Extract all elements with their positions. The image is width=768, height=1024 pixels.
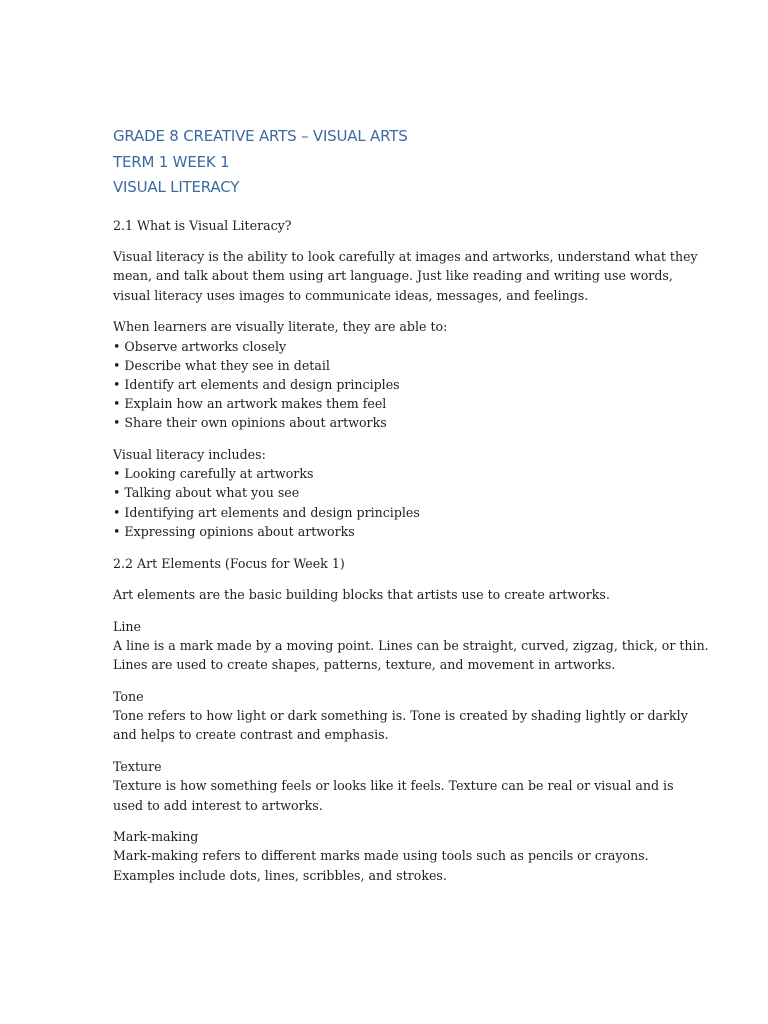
paragraph-line: visual literacy uses images to communicate ideas, messages, and feelings.	[113, 287, 589, 303]
paragraph-line: Lines are used to create shapes, patterns, texture, and movement in artworks.	[113, 657, 616, 673]
includes-list	[113, 445, 673, 541]
element-tone	[113, 687, 688, 745]
list-item: • Identify art elements and design principles	[113, 376, 400, 392]
list-lead: When learners are visually literate, they are able to:	[113, 319, 448, 335]
element-name: Mark-making	[113, 829, 199, 845]
list-item: • Expressing opinions about artworks	[113, 523, 355, 539]
paragraph-line: A line is a mark made by a moving point. Lines can be straight, curved, zigzag, thick, or thin.	[113, 638, 709, 654]
paragraph-line: Visual literacy is the ability to look carefully at images and artworks, understand what they	[113, 249, 698, 265]
element-name: Line	[113, 618, 141, 634]
list-item: • Talking about what you see	[113, 485, 300, 501]
art-elements-intro: Art elements are the basic building blocks that artists use to create artworks.	[113, 587, 610, 603]
element-texture	[113, 757, 673, 815]
term-week-heading: TERM 1 WEEK 1	[113, 152, 230, 171]
section-2-2-title: 2.2 Art Elements (Focus for Week 1)	[113, 555, 345, 571]
element-mark-making	[113, 827, 673, 885]
document-title: GRADE 8 CREATIVE ARTS – VISUAL ARTS	[113, 127, 408, 145]
list-item: • Observe artworks closely	[113, 338, 287, 354]
document-page	[113, 124, 709, 897]
visual-literacy-definition	[113, 247, 698, 305]
abilities-list	[113, 317, 673, 432]
paragraph-line: and helps to create contrast and emphasis.	[113, 727, 389, 743]
list-item: • Share their own opinions about artworks	[113, 415, 387, 431]
paragraph-line: mean, and talk about them using art language. Just like reading and writing use words,	[113, 268, 673, 284]
paragraph-line: used to add interest to artworks.	[113, 797, 323, 813]
element-line	[113, 617, 709, 675]
paragraph-line: Tone refers to how light or dark something is. Tone is created by shading lightly or darkly	[113, 708, 688, 724]
element-name: Tone	[113, 689, 144, 705]
list-item: • Describe what they see in detail	[113, 357, 330, 373]
document-header	[113, 124, 673, 201]
list-item: • Explain how an artwork makes them feel	[113, 396, 387, 412]
topic-heading: VISUAL LITERACY	[113, 178, 240, 196]
list-item: • Identifying art elements and design principles	[113, 504, 420, 520]
list-item: • Looking carefully at artworks	[113, 466, 314, 482]
paragraph-line: Examples include dots, lines, scribbles, and strokes.	[113, 867, 447, 883]
paragraph-line: Texture is how something feels or looks like it feels. Texture can be real or visual and is	[113, 778, 674, 794]
section-2-1-title: 2.1 What is Visual Literacy?	[113, 217, 292, 233]
element-name: Texture	[113, 759, 162, 775]
paragraph-line: Mark-making refers to different marks made using tools such as pencils or crayons.	[113, 848, 649, 864]
list-lead: Visual literacy includes:	[113, 447, 266, 463]
